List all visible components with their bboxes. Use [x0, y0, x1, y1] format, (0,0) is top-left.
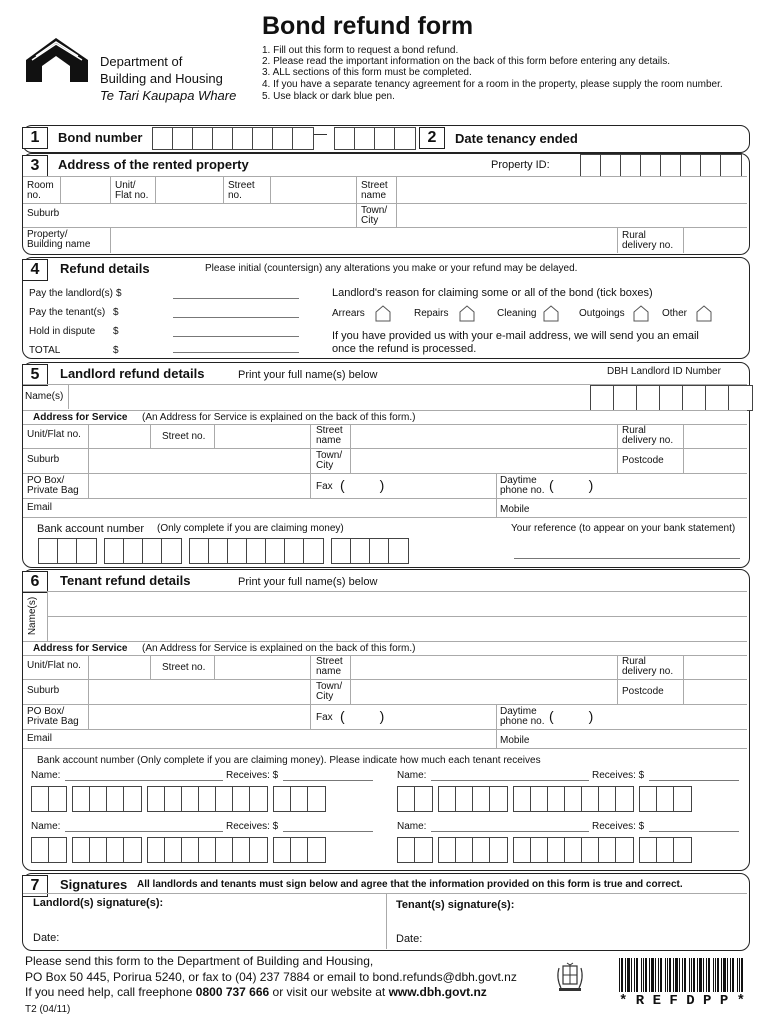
landlord-bank-digit-cell[interactable]	[208, 538, 229, 564]
total-label: TOTAL	[29, 345, 61, 356]
dept-maori: Te Tari Kaupapa Whare	[100, 88, 237, 103]
bond-digit-cell[interactable]	[272, 127, 294, 150]
barcode-bar	[660, 958, 662, 992]
barcode-bar	[625, 958, 626, 992]
tenant-bank-digit-cell[interactable]	[489, 837, 508, 863]
unit-flat-label: Unit/ Flat no.	[115, 180, 149, 201]
hold-dispute-currency: $	[113, 326, 119, 337]
t-name-3-field[interactable]	[65, 831, 223, 832]
instruction-3: 3. ALL sections of this form must be completed.	[262, 67, 472, 78]
email-note-1: If you have provided us with your e-mail address, we will send you an email	[332, 330, 699, 342]
signatures-label: Signatures	[60, 877, 128, 892]
pay-tenant-field[interactable]	[173, 317, 299, 318]
barcode-bar	[727, 958, 728, 992]
t-daytime-paren: ( )	[549, 708, 594, 724]
property-id-cell[interactable]	[640, 154, 662, 177]
dbh-id-cell[interactable]	[682, 385, 707, 411]
barcode-bar	[655, 958, 656, 992]
tenant-names-label: Name(s)	[27, 596, 39, 636]
hold-dispute-field[interactable]	[173, 336, 299, 337]
landlord-bank-digit-cell[interactable]	[57, 538, 78, 564]
t-bank-label: Bank account number (Only complete if you are claiming money). Please indicate how much each tenant receives	[37, 755, 541, 766]
rented-address-label: Address of the rented property	[58, 157, 249, 172]
barcode-bar	[658, 958, 659, 992]
landlord-names-label: Name(s)	[25, 391, 64, 402]
pay-landlord-label: Pay the landlord(s)	[29, 288, 113, 299]
street-no-label: Street no.	[228, 180, 255, 201]
pay-landlord-field[interactable]	[173, 298, 299, 299]
barcode-bar	[703, 958, 704, 992]
barcode-bar	[713, 958, 714, 992]
l-suburb-label: Suburb	[27, 454, 60, 465]
footer-line-3	[25, 986, 487, 999]
bond-digit-cell[interactable]	[354, 127, 376, 150]
dept-line2: Building and Housing	[100, 71, 223, 86]
tenant-bank-digit-cell[interactable]	[48, 786, 67, 812]
landlord-bank-digit-cell[interactable]	[265, 538, 286, 564]
l-daytime-paren: ( )	[549, 477, 594, 493]
landlord-bank-digit-cell[interactable]	[123, 538, 144, 564]
email-note-2: once the refund is processed.	[332, 343, 477, 355]
landlord-print-names: Print your full name(s) below	[238, 369, 378, 381]
tenant-bank-digit-cell[interactable]	[414, 786, 433, 812]
dbh-id-cell[interactable]	[659, 385, 684, 411]
tenant-bank-digit-cell[interactable]	[307, 837, 326, 863]
tenant-bank-digit-cell[interactable]	[489, 786, 508, 812]
l-bank-note: (Only complete if you are claiming money)	[157, 523, 344, 534]
t-name-1-label: Name:	[31, 770, 61, 781]
barcode-bar	[621, 958, 623, 992]
landlord-bank-digit-cell[interactable]	[38, 538, 59, 564]
property-id-cell[interactable]	[700, 154, 722, 177]
pay-tenant-label: Pay the tenant(s)	[29, 307, 106, 318]
t-daytime-label: Daytime phone no.	[500, 706, 545, 727]
barcode-bar	[689, 958, 690, 992]
landlord-addr-note: (An Address for Service is explained on the back of this form.)	[142, 412, 416, 423]
l-email-label: Email	[27, 502, 53, 513]
barcode-bar	[730, 958, 731, 992]
instruction-5: 5. Use black or dark blue pen.	[262, 91, 395, 102]
bond-dash: —	[314, 126, 327, 141]
barcode-bar	[634, 958, 635, 992]
tenant-addr-note: (An Address for Service is explained on the back of this form.)	[142, 643, 416, 654]
rural-delivery-label: Rural delivery no.	[622, 230, 674, 251]
t-name-1-field[interactable]	[65, 780, 223, 781]
barcode-bar	[649, 958, 650, 992]
barcode-bar	[645, 958, 647, 992]
landlord-bank-digit-cell[interactable]	[161, 538, 182, 564]
tenant-bank-digit-cell[interactable]	[673, 786, 692, 812]
property-id-cell[interactable]	[720, 154, 742, 177]
tenant-bank-digit-cell[interactable]	[673, 837, 692, 863]
t-receives-4-field[interactable]	[649, 831, 739, 832]
instruction-2: 2. Please read the important information on the back of this form before entering any details.	[262, 56, 671, 67]
tenant-bank-digit-cell[interactable]	[414, 837, 433, 863]
t-postcode-label: Postcode	[622, 686, 664, 697]
barcode-bar	[697, 958, 698, 992]
l-daytime-label: Daytime phone no.	[500, 475, 545, 496]
tenant-print-names: Print your full name(s) below	[238, 576, 378, 588]
barcode-bar	[631, 958, 632, 992]
property-id-label: Property ID:	[491, 159, 550, 171]
reason-repairs-label: Repairs	[414, 308, 449, 319]
barcode-bar	[723, 958, 726, 992]
l-reference-field[interactable]	[514, 558, 740, 559]
barcode	[619, 958, 747, 992]
barcode-bar	[627, 958, 630, 992]
barcode-bar	[651, 958, 654, 992]
bond-digit-cell[interactable]	[212, 127, 234, 150]
l-fax-label: Fax	[316, 481, 333, 492]
barcode-bar	[691, 958, 692, 992]
t-town-label: Town/ City	[316, 681, 343, 702]
tenant-bank-digit-cell[interactable]	[48, 837, 67, 863]
section-7-number: 7	[22, 875, 48, 897]
barcode-bar	[667, 958, 668, 992]
property-id-cell[interactable]	[620, 154, 642, 177]
t-email-label: Email	[27, 733, 53, 744]
dbh-id-cell[interactable]	[705, 385, 730, 411]
footer-help-text: If you need help, call freephone	[25, 985, 196, 999]
reason-cleaning-checkbox[interactable]	[543, 305, 559, 322]
tenant-refund-label: Tenant refund details	[60, 573, 191, 588]
landlord-bank-digit-cell[interactable]	[104, 538, 125, 564]
reason-outgoings-checkbox[interactable]	[633, 305, 649, 322]
landlord-bank-digit-cell[interactable]	[388, 538, 409, 564]
bond-digit-cell[interactable]	[232, 127, 254, 150]
barcode-bar	[679, 958, 680, 992]
landlord-refund-label: Landlord refund details	[60, 366, 205, 381]
landlord-bank-digit-cell[interactable]	[303, 538, 324, 564]
t-name-4-label: Name:	[397, 821, 427, 832]
signatures-note: All landlords and tenants must sign below and agree that the information provided on this form is true and correct.	[137, 879, 683, 890]
website-link[interactable]: www.dbh.govt.nz	[388, 985, 487, 999]
barcode-bar	[732, 958, 734, 992]
freephone-number: 0800 737 666	[195, 985, 270, 999]
room-no-label: Room no.	[27, 180, 54, 201]
t-receives-2-label: Receives: $	[592, 770, 645, 781]
landlord-bank-digit-cell[interactable]	[369, 538, 390, 564]
l-rural-label: Rural delivery no.	[622, 425, 674, 446]
instruction-4: 4. If you have a separate tenancy agreement for a room in the property, please supply the room number.	[262, 79, 723, 90]
t-name-2-field[interactable]	[431, 780, 589, 781]
suburb-label: Suburb	[27, 208, 60, 219]
tenant-bank-digit-cell[interactable]	[249, 837, 268, 863]
bond-digit-cell[interactable]	[192, 127, 214, 150]
dbh-id-cell[interactable]	[728, 385, 753, 411]
barcode-bar	[636, 958, 638, 992]
t-receives-1-field[interactable]	[283, 780, 373, 781]
tenant-bank-digit-cell[interactable]	[123, 786, 142, 812]
tenant-bank-digit-cell[interactable]	[615, 837, 634, 863]
landlord-bank-digit-cell[interactable]	[284, 538, 305, 564]
barcode-bar	[721, 958, 722, 992]
t-pobox-label: PO Box/ Private Bag	[27, 706, 79, 727]
tenant-bank-digit-cell[interactable]	[249, 786, 268, 812]
date-tenancy-ended-label: Date tenancy ended	[455, 131, 578, 146]
barcode-text: * R E F D P P *	[619, 993, 746, 1009]
landlord-bank-digit-cell[interactable]	[246, 538, 267, 564]
footer-line-1: Please send this form to the Department of Building and Housing,	[25, 954, 374, 968]
t-suburb-label: Suburb	[27, 685, 60, 696]
section-1-number: 1	[22, 127, 48, 149]
landlord-signature-label: Landlord(s) signature(s):	[33, 897, 164, 909]
dbh-id-cell[interactable]	[613, 385, 638, 411]
t-rural-label: Rural delivery no.	[622, 656, 674, 677]
t-receives-3-field[interactable]	[283, 831, 373, 832]
t-fax-label: Fax	[316, 712, 333, 723]
barcode-bar	[684, 958, 686, 992]
total-field[interactable]	[173, 352, 299, 353]
bond-number-label: Bond number	[58, 130, 143, 145]
l-town-label: Town/ City	[316, 450, 343, 471]
l-street-name-label: Street name	[316, 425, 343, 446]
town-city-label: Town/ City	[361, 205, 388, 226]
property-name-label: Property/ Building name	[27, 229, 91, 250]
barcode-bar	[693, 958, 695, 992]
bond-digit-cell[interactable]	[172, 127, 194, 150]
reason-outgoings-label: Outgoings	[579, 308, 625, 319]
bond-digit-cell[interactable]	[334, 127, 356, 150]
reason-arrears-checkbox[interactable]	[375, 305, 391, 322]
landlord-bank-digit-cell[interactable]	[76, 538, 97, 564]
reason-other-label: Other	[662, 308, 688, 319]
reason-arrears-label: Arrears	[332, 308, 365, 319]
barcode-bar	[741, 958, 743, 992]
tenant-signature-label: Tenant(s) signature(s):	[396, 899, 515, 911]
l-mobile-label: Mobile	[500, 504, 530, 515]
landlord-addr-service: Address for Service	[33, 412, 128, 423]
t-name-4-field[interactable]	[431, 831, 589, 832]
l-fax-paren: ( )	[340, 477, 385, 493]
t-unit-label: Unit/Flat no.	[27, 660, 81, 671]
bond-digit-cell[interactable]	[292, 127, 314, 150]
refund-details-label: Refund details	[60, 261, 150, 276]
barcode-bar	[706, 958, 707, 992]
property-id-cell[interactable]	[660, 154, 682, 177]
footer-line-2: PO Box 50 445, Porirua 5240, or fax to (04) 237 7884 or email to bond.refunds@dbh.govt.nz	[25, 970, 517, 984]
refund-note: Please initial (countersign) any alterations you make or your refund may be delayed.	[205, 263, 578, 274]
landlord-date-label: Date:	[33, 932, 60, 944]
t-street-name-label: Street name	[316, 656, 343, 677]
l-postcode-label: Postcode	[622, 455, 664, 466]
section-2-number: 2	[419, 127, 445, 149]
pay-landlord-currency: $	[116, 288, 122, 299]
landlord-bank-digit-cell[interactable]	[189, 538, 210, 564]
landlord-bank-digit-cell[interactable]	[350, 538, 371, 564]
dbh-id-cell[interactable]	[590, 385, 615, 411]
t-receives-1-label: Receives: $	[226, 770, 279, 781]
bond-digit-cell[interactable]	[374, 127, 396, 150]
dbh-landlord-id-label: DBH Landlord ID Number	[607, 366, 721, 377]
reason-repairs-checkbox[interactable]	[459, 305, 475, 322]
t-name-3-label: Name:	[31, 821, 61, 832]
l-pobox-label: PO Box/ Private Bag	[27, 475, 79, 496]
property-id-cell[interactable]	[680, 154, 702, 177]
barcode-bar	[669, 958, 671, 992]
barcode-bar	[717, 958, 719, 992]
tenant-bank-digit-cell[interactable]	[123, 837, 142, 863]
landlord-bank-digit-cell[interactable]	[142, 538, 163, 564]
barcode-bar	[708, 958, 710, 992]
section-5-number: 5	[22, 364, 48, 386]
form-code: T2 (04/11)	[25, 1004, 71, 1015]
l-unit-label: Unit/Flat no.	[27, 429, 81, 440]
footer-website-text: or visit our website at	[269, 985, 389, 999]
pay-tenant-currency: $	[113, 307, 119, 318]
section-6-number: 6	[22, 571, 48, 593]
bond-digit-cell[interactable]	[252, 127, 274, 150]
bond-digit-cell[interactable]	[152, 127, 174, 150]
property-id-cell[interactable]	[600, 154, 622, 177]
tenant-addr-service: Address for Service	[33, 643, 128, 654]
dbh-id-cell[interactable]	[636, 385, 661, 411]
landlord-bank-digit-cell[interactable]	[331, 538, 352, 564]
barcode-bar	[643, 958, 644, 992]
barcode-bar	[682, 958, 683, 992]
barcode-bar	[619, 958, 620, 992]
nz-crest-icon	[553, 962, 587, 994]
t-street-no-label: Street no.	[162, 662, 206, 673]
barcode-bar	[739, 958, 740, 992]
tenant-bank-digit-cell[interactable]	[615, 786, 634, 812]
t-receives-2-field[interactable]	[649, 780, 739, 781]
barcode-bar	[699, 958, 702, 992]
section-3-number: 3	[22, 155, 48, 177]
l-bank-label: Bank account number	[37, 523, 145, 535]
section-4-number: 4	[22, 259, 48, 281]
t-receives-4-label: Receives: $	[592, 821, 645, 832]
t-fax-paren: ( )	[340, 708, 385, 724]
barcode-bar	[665, 958, 666, 992]
t-mobile-label: Mobile	[500, 735, 530, 746]
total-currency: $	[113, 345, 119, 356]
page-title: Bond refund form	[262, 12, 474, 40]
dbh-logo	[22, 36, 92, 84]
tenant-bank-digit-cell[interactable]	[307, 786, 326, 812]
reason-other-checkbox[interactable]	[696, 305, 712, 322]
barcode-bar	[737, 958, 738, 992]
t-name-2-label: Name:	[397, 770, 427, 781]
property-id-cell[interactable]	[580, 154, 602, 177]
barcode-bar	[675, 958, 678, 992]
tenant-date-label: Date:	[396, 933, 423, 945]
reason-cleaning-label: Cleaning	[497, 308, 537, 319]
barcode-bar	[641, 958, 642, 992]
l-street-no-label: Street no.	[162, 431, 206, 442]
landlord-bank-digit-cell[interactable]	[227, 538, 248, 564]
instruction-1: 1. Fill out this form to request a bond refund.	[262, 45, 459, 56]
dept-line1: Department of	[100, 54, 183, 69]
barcode-bar	[715, 958, 716, 992]
t-receives-3-label: Receives: $	[226, 821, 279, 832]
l-reference-label: Your reference (to appear on your bank statement)	[511, 523, 736, 534]
street-name-label: Street name	[361, 180, 388, 201]
hold-dispute-label: Hold in dispute	[29, 326, 96, 337]
barcode-bar	[673, 958, 674, 992]
bond-digit-cell[interactable]	[394, 127, 416, 150]
reason-title: Landlord's reason for claiming some or all of the bond (tick boxes)	[332, 287, 653, 299]
